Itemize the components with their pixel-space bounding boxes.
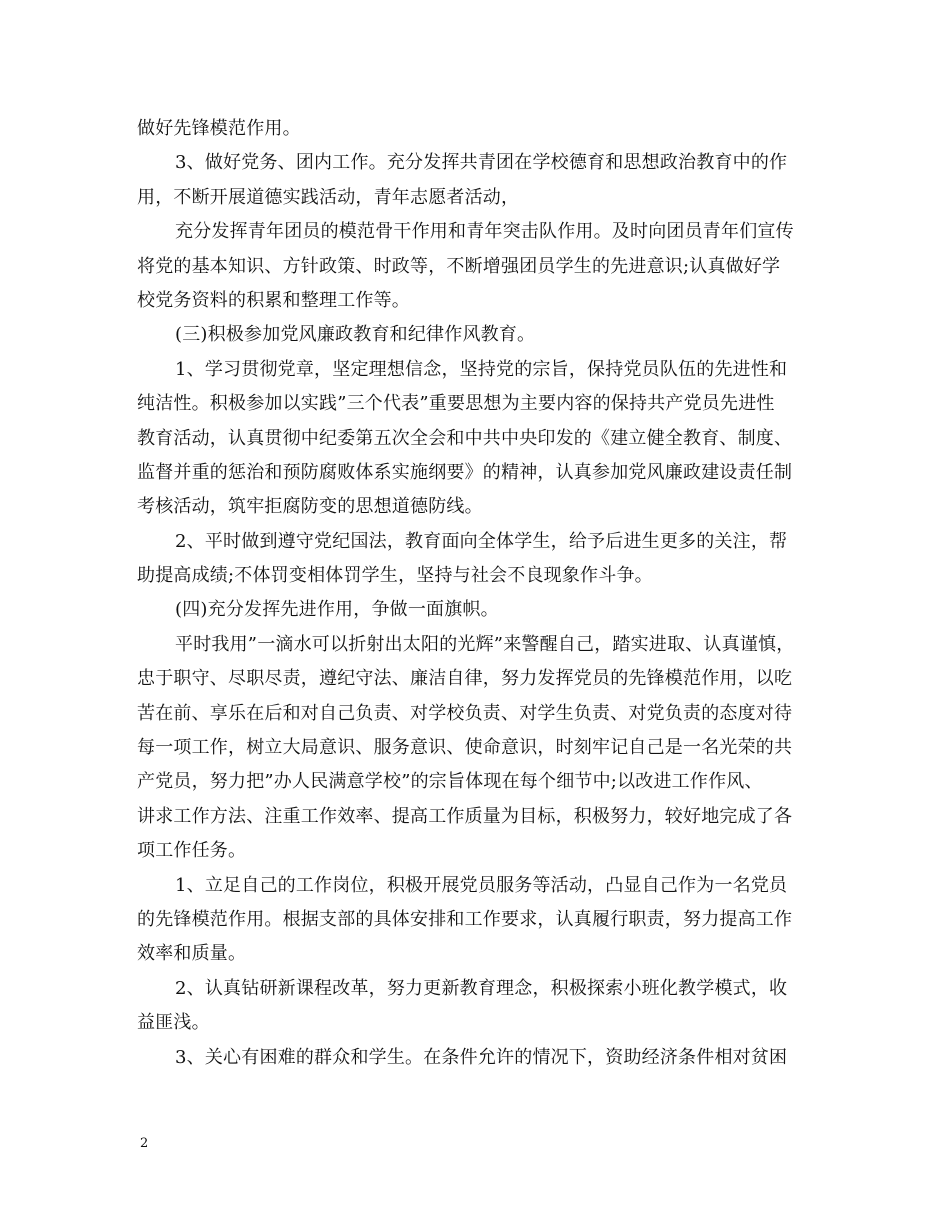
document-body [137,112,817,1075]
page-number: 2 [140,1136,149,1151]
text-line: 益匪浅。 [137,1012,210,1034]
text-line: 讲求工作方法、注重工作效率、提高工作质量为目标，积极努力，较好地完成了各 [137,805,793,827]
text-line: 用，不断开展道德实践活动，青年志愿者活动， [137,186,520,208]
text-line: 的先锋模范作用。根据支部的具体安排和工作要求，认真履行职责，努力提高工作 [137,908,793,930]
text-line: 忠于职守、尽职尽责，遵纪守法、廉洁自律，努力发挥党员的先锋模范作用，以吃 [137,668,793,690]
text-line: (三)积极参加党风廉政教育和纪律作风教育。 [175,324,536,346]
text-line: 每一项工作，树立大局意识、服务意识、使命意识，时刻牢记自己是一名光荣的共 [137,737,793,759]
text-line: 校党务资料的积累和整理工作等。 [137,289,410,311]
text-line: 做好先锋模范作用。 [137,118,301,139]
text-line: 考核活动，筑牢拒腐防变的思想道德防线。 [137,496,483,518]
text-line: 苦在前、享乐在后和对自己负责、对学校负责、对学生负责、对党负责的态度对待 [137,702,793,724]
text-line: 1、学习贯彻党章，坚定理想信念，坚持党的宗旨，保持党员队伍的先进性和 [175,358,788,380]
text-line: 产党员，努力把”办人民满意学校”的宗旨体现在每个细节中;以改进工作作风、 [137,771,763,793]
text-line: 1、立足自己的工作岗位，积极开展党员服务等活动，凸显自己作为一名党员 [175,874,788,896]
text-line: 助提高成绩;不体罚变相体罚学生，坚持与社会不良现象作斗争。 [137,565,653,587]
text-line: 平时我用”一滴水可以折射出太阳的光辉”来警醒自己，踏实进取、认真谨慎， [175,633,795,655]
text-line: 效率和质量。 [137,943,247,965]
text-line: 充分发挥青年团员的模范骨干作用和青年突击队作用。及时向团员青年们宣传 [175,221,794,243]
text-line: 项工作任务。 [137,840,247,862]
text-line: (四)充分发挥先进作用，争做一面旗帜。 [175,599,499,621]
text-line: 2、平时做到遵守党纪国法，教育面向全体学生，给予后进生更多的关注，帮 [175,530,788,552]
text-line: 3、关心有困难的群众和学生。在条件允许的情况下，资助经济条件相对贫困 [175,1046,788,1068]
text-line: 监督并重的惩治和预防腐败体系实施纲要》的精神，认真参加党风廉政建设责任制 [137,461,793,483]
text-line: 纯洁性。积极参加以实践”三个代表”重要思想为主要内容的保持共产党员先进性 [137,393,775,415]
text-line: 3、做好党务、团内工作。充分发挥共青团在学校德育和思想政治教育中的作 [175,152,788,174]
text-line: 教育活动，认真贯彻中纪委第五次全会和中共中央印发的《建立健全教育、制度、 [137,427,793,449]
text-line: 将党的基本知识、方针政策、时政等，不断增强团员学生的先进意识;认真做好学 [137,255,781,277]
text-line: 2、认真钻研新课程改革，努力更新教育理念，积极探索小班化教学模式，收 [175,977,788,999]
